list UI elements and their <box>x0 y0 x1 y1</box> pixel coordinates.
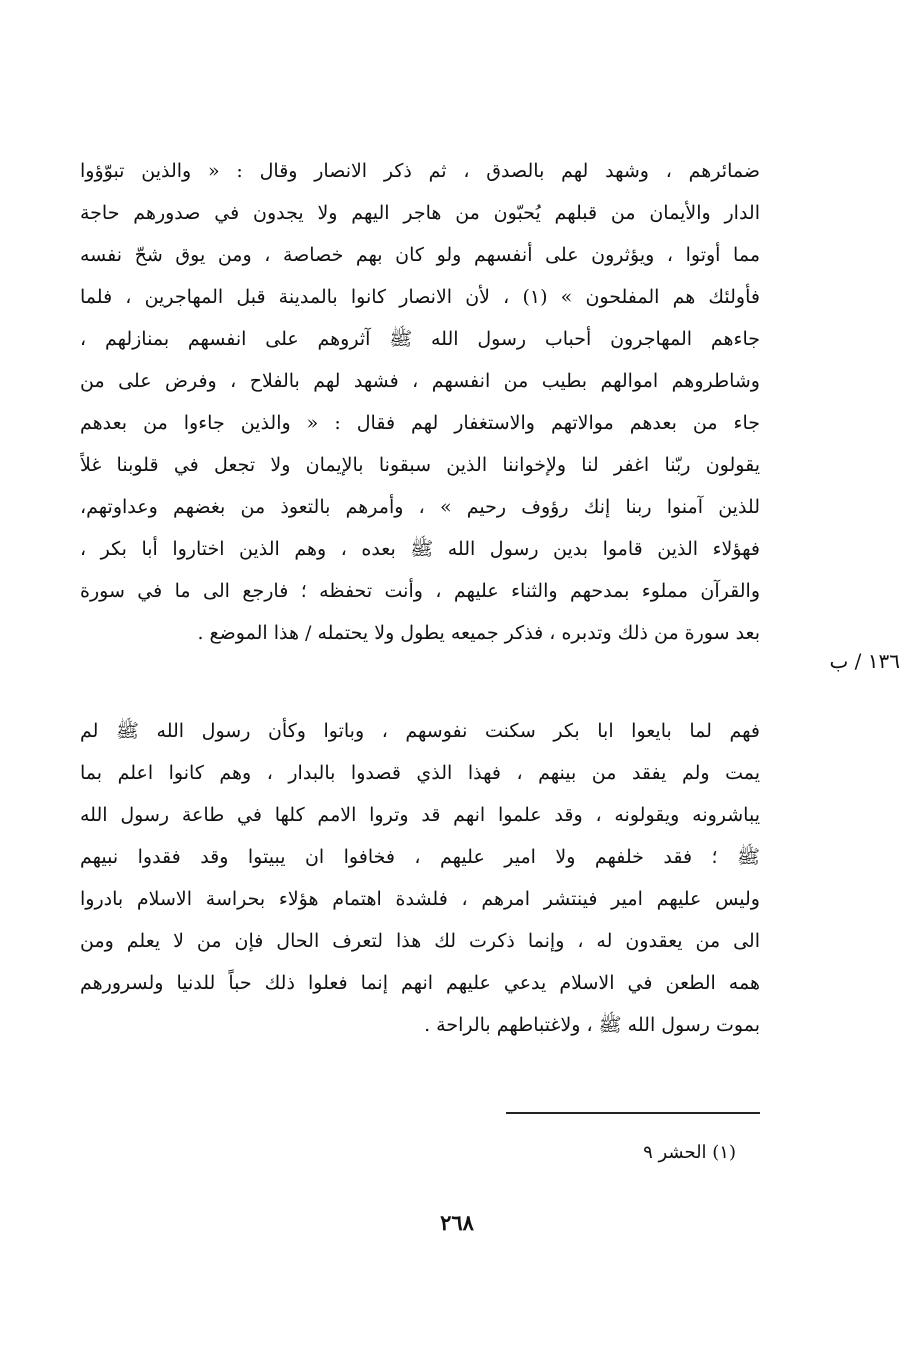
page-number: ٢٦٨ <box>440 1210 474 1235</box>
text-line: وشاطروهم اموالهم بطيب من انفسهم ، فشهد لهم بالفلاح ، وفرض على من <box>80 370 760 392</box>
text-line: جاء من بعدهم موالاتهم والاستغفار لهم فقال : « والذين جاءوا من بعدهم <box>80 412 760 434</box>
text-line: فهم لما بايعوا ابا بكر سكنت نفوسهم ، وباتوا وكأن رسول الله ﷺ لم <box>80 720 760 742</box>
paragraph-2 <box>80 710 760 1046</box>
text-line: فأولئك هم المفلحون » (١) ، لأن الانصار كانوا بالمدينة قبل المهاجرين ، فلما <box>80 286 760 308</box>
text-line: يقولون ربّنا اغفر لنا ولإخواننا الذين سبقونا بالإيمان ولا تجعل في قلوبنا غلاً <box>80 454 760 476</box>
text-line: يباشرونه ويقولونه ، وقد علموا انهم قد وتروا الامم كلها في طاعة رسول الله <box>80 804 760 826</box>
text-line: الدار والأيمان من قبلهم يُحبّون من هاجر اليهم ولا يجدون في صدورهم حاجة <box>80 202 760 224</box>
text-line: الى من يعقدون له ، وإنما ذكرت لك هذا لتعرف الحال فإن من لا يعلم ومن <box>80 930 760 952</box>
footnote-divider <box>506 1112 760 1114</box>
margin-folio-note: ١٣٦ / ب <box>829 649 900 673</box>
text-line: يمت ولم يفقد من بينهم ، فهذا الذي قصدوا بالبدار ، وهم كانوا اعلم بما <box>80 762 760 784</box>
text-line: ﷺ ؛ فقد خلفهم ولا امير عليهم ، فخافوا ان يبيتوا وقد فقدوا نبيهم <box>80 846 760 868</box>
text-line: للذين آمنوا ربنا إنك رؤوف رحيم » ، وأمرهم بالتعوذ من بغضهم وعداوتهم، <box>80 496 760 518</box>
footnote: (١) الحشر ٩ <box>643 1142 736 1163</box>
text-line: والقرآن مملوء بمدحهم والثناء عليهم ، وأنت تحفظه ؛ فارجع الى ما في سورة <box>80 580 760 602</box>
text-line: فهؤلاء الذين قاموا بدين رسول الله ﷺ بعده ، وهم الذين اختاروا أبا بكر ، <box>80 538 760 560</box>
text-line: مما أوتوا ، ويؤثرون على أنفسهم ولو كان بهم خصاصة ، ومن يوق شحّ نفسه <box>80 244 760 266</box>
text-line: همه الطعن في الاسلام يدعي عليهم انهم إنما فعلوا ذلك حباً للدنيا ولسرورهم <box>80 972 760 994</box>
paragraph-1 <box>80 150 760 654</box>
text-line: بعد سورة من ذلك وتدبره ، فذكر جميعه يطول ولا يحتمله / هذا الموضع . <box>197 622 760 644</box>
text-line: جاءهم المهاجرون أحباب رسول الله ﷺ آثروهم على انفسهم بمنازلهم ، <box>80 328 760 350</box>
text-line: ضمائرهم ، وشهد لهم بالصدق ، ثم ذكر الانصار وقال : « والذين تبوّؤوا <box>80 160 760 182</box>
text-line: بموت رسول الله ﷺ ، ولاغتباطهم بالراحة . <box>424 1014 760 1036</box>
text-line: وليس عليهم امير فينتشر امرهم ، فلشدة اهتمام هؤلاء بحراسة الاسلام بادروا <box>80 888 760 910</box>
